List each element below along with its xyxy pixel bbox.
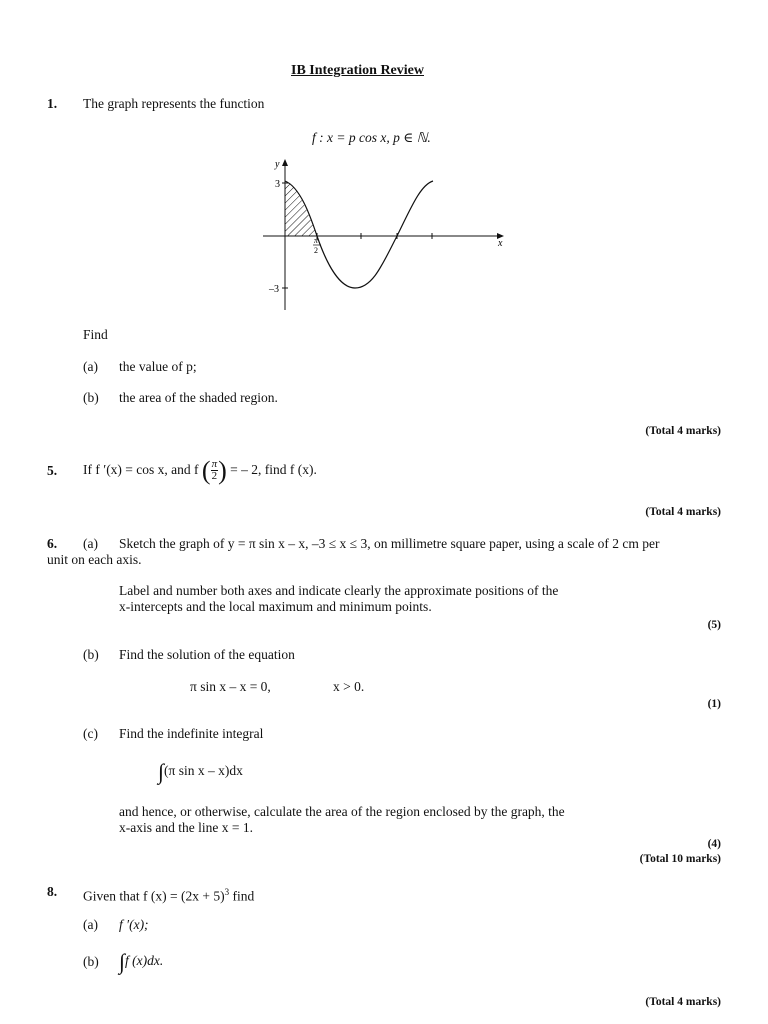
question-6b-equation: π sin x – x = 0, — [190, 679, 271, 694]
question-1-find: Find — [83, 327, 108, 342]
question-6c-line1: and hence, or otherwise, calculate the area of the region enclosed by the graph, the — [119, 804, 565, 819]
question-8-text-1: Given that f (x) = (2x + 5) — [83, 888, 225, 904]
tick-label-3: 3 — [275, 179, 280, 190]
question-6a-line3: Label and number both axes and indicate clearly the approximate positions of the — [119, 583, 559, 598]
tick-label-two: 2 — [314, 246, 318, 255]
question-8a-label: (a) — [83, 917, 98, 932]
question-6b-label: (b) — [83, 647, 99, 662]
question-6c-text: Find the indefinite integral — [119, 726, 264, 741]
pi-over-2-fraction — [211, 459, 219, 482]
question-6c-integral — [158, 757, 243, 785]
question-6c-line2: x-axis and the line x = 1. — [119, 820, 253, 835]
question-5-text — [83, 452, 317, 488]
integral-sign: ∫ — [158, 758, 165, 784]
question-8-number: 8. — [47, 884, 58, 899]
question-6a-label: (a) — [83, 536, 98, 551]
question-6b-marks: (1) — [707, 698, 721, 710]
tick-label-pi: π — [314, 236, 319, 245]
question-5-number: 5. — [47, 463, 58, 478]
question-6b-condition: x > 0. — [333, 679, 365, 694]
question-8b-integral — [119, 947, 163, 975]
y-axis-label: y — [275, 159, 280, 170]
question-1b-text: the area of the shaded region. — [119, 390, 278, 405]
question-1-number: 1. — [47, 96, 58, 111]
question-6b-text: Find the solution of the equation — [119, 647, 295, 662]
right-paren: ) — [218, 455, 227, 485]
left-paren: ( — [201, 455, 211, 485]
question-6c-label: (c) — [83, 726, 98, 741]
question-1-marks: (Total 4 marks) — [645, 425, 721, 437]
question-8-exponent: 3 — [224, 887, 230, 897]
question-6a-marks: (5) — [707, 619, 721, 631]
question-8b-label: (b) — [83, 954, 99, 969]
question-6a-line4: x-intercepts and the local maximum and minimum points. — [119, 599, 432, 614]
integral-sign: ∫ — [119, 948, 126, 974]
question-1a-text: the value of p; — [119, 359, 197, 374]
question-6c-integrand: (π sin x – x)dx — [164, 763, 243, 778]
cosine-graph — [255, 155, 515, 315]
question-8-marks: (Total 4 marks) — [645, 996, 721, 1008]
question-5-marks: (Total 4 marks) — [645, 506, 721, 518]
question-8a-text: f ′(x); — [119, 917, 149, 932]
shaded-region — [285, 181, 317, 236]
tick-label-neg3: –3 — [269, 284, 279, 295]
question-6-marks: (Total 10 marks) — [639, 853, 721, 865]
question-5-text-1: If f ′(x) = cos x, and f — [83, 462, 199, 477]
question-1-intro: The graph represents the function — [83, 96, 265, 111]
question-8-text — [83, 884, 254, 905]
page-title: IB Integration Review — [291, 63, 424, 78]
question-6a-line2: unit on each axis. — [47, 552, 142, 567]
question-8b-integrand: f (x)dx. — [125, 953, 164, 968]
question-5-text-2: = – 2, find f (x). — [230, 462, 317, 477]
x-axis-label: x — [498, 238, 503, 249]
fraction-denominator: 2 — [211, 470, 218, 483]
question-1b-label: (b) — [83, 390, 99, 405]
fraction-numerator: π — [211, 458, 218, 471]
question-1-function: f : x = p cos x, p ∈ ℕ. — [312, 130, 431, 145]
question-1a-label: (a) — [83, 359, 98, 374]
y-axis-arrow — [282, 159, 288, 166]
question-6a-line1: Sketch the graph of y = π sin x – x, –3 ≤ x ≤ 3, on millimetre square paper, using a scale of 2 cm per — [119, 536, 660, 551]
question-6-number: 6. — [47, 536, 58, 551]
question-6c-marks: (4) — [707, 838, 721, 850]
question-8-text-2: find — [229, 888, 255, 904]
